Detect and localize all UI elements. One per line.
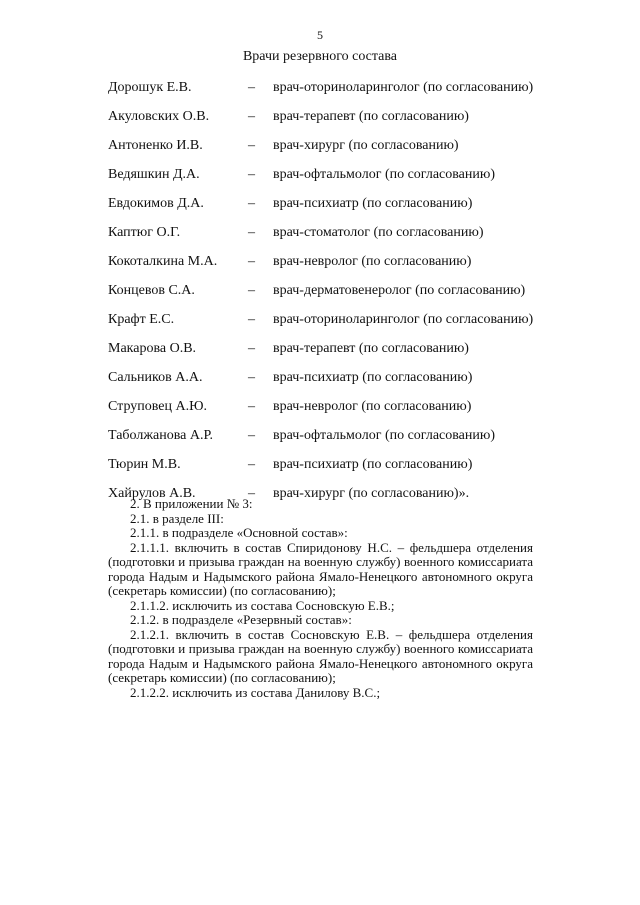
separator-dash: – <box>248 167 255 182</box>
separator-dash: – <box>248 486 255 501</box>
doctor-name: Концевов С.А. <box>108 283 195 298</box>
doctor-role: врач-хирург (по согласованию) <box>273 138 459 153</box>
list-item <box>0 109 640 129</box>
doctor-name: Крафт Е.С. <box>108 312 175 327</box>
amendments-text <box>108 497 533 700</box>
paragraph-2-1-2: 2.1.2. в подразделе «Резервный состав»: <box>130 612 352 627</box>
paragraph-2-1-1-2: 2.1.1.2. исключить из состава Сосновскую Е.В.; <box>130 597 395 613</box>
doctor-name: Евдокимов Д.А. <box>108 196 204 211</box>
paragraph-2: 2. В приложении № 3: <box>130 496 253 511</box>
page-title: Врачи резервного состава <box>242 49 398 64</box>
separator-dash: – <box>248 80 255 95</box>
doctor-role: врач-психиатр (по согласованию) <box>273 370 473 385</box>
doctor-name: Хайрулов А.В. <box>108 486 196 501</box>
doctor-role: врач-дерматовенеролог (по согласованию) <box>273 283 526 298</box>
paragraph-2-1-2-2: 2.1.2.2. исключить из состава Данилову В.С.; <box>130 684 381 700</box>
doctor-role: врач-терапевт (по согласованию) <box>273 109 469 124</box>
separator-dash: – <box>248 225 255 240</box>
separator-dash: – <box>248 283 255 298</box>
paragraph-2-1: 2.1. в разделе III: <box>130 510 224 526</box>
list-item <box>0 312 640 332</box>
list-item <box>0 283 640 303</box>
separator-dash: – <box>248 109 255 124</box>
separator-dash: – <box>248 312 255 327</box>
list-item <box>0 225 640 245</box>
doctor-name: Ведяшкин Д.А. <box>108 167 200 182</box>
doctor-role: врач-терапевт (по согласованию) <box>273 341 469 356</box>
doctor-role: врач-невролог (по согласованию) <box>273 399 472 414</box>
separator-dash: – <box>248 196 255 211</box>
separator-dash: – <box>248 399 255 414</box>
doctor-name: Макарова О.В. <box>108 341 197 356</box>
paragraph-2-1-1: 2.1.1. в подразделе «Основной состав»: <box>130 525 348 540</box>
list-item <box>0 457 640 477</box>
doctor-name: Сальников А.А. <box>108 370 203 385</box>
separator-dash: – <box>248 341 255 356</box>
doctor-role: врач-стоматолог (по согласованию) <box>273 225 484 240</box>
separator-dash: – <box>248 370 255 385</box>
doctor-name: Тюрин М.В. <box>108 457 181 472</box>
list-item <box>0 138 640 158</box>
list-item <box>0 80 640 100</box>
doctor-role: врач-офтальмолог (по согласованию) <box>273 428 495 443</box>
doctor-role: врач-психиатр (по согласованию) <box>273 196 473 211</box>
doctor-role: врач-психиатр (по согласованию) <box>273 457 473 472</box>
list-item <box>0 341 640 361</box>
list-item <box>0 254 640 274</box>
doctor-role: врач-хирург (по согласованию)». <box>273 486 470 501</box>
doctor-role: врач-оториноларинголог (по согласованию) <box>273 80 534 95</box>
page-number: 5 <box>317 28 323 42</box>
separator-dash: – <box>248 138 255 153</box>
list-item <box>0 167 640 187</box>
doctor-name: Каптюг О.Г. <box>108 225 181 240</box>
doctor-name: Таболжанова А.Р. <box>108 428 214 443</box>
separator-dash: – <box>248 428 255 443</box>
list-item <box>0 370 640 390</box>
doctor-name: Дорошук Е.В. <box>108 80 192 95</box>
doctor-role: врач-оториноларинголог (по согласованию) <box>273 312 534 327</box>
paragraph-2-1-2-1: 2.1.2.1. включить в состав Сосновскую Е.В. – фельдшера отделения (подготовки и призыва граждан на военную службу) военного комиссариата города Надым и Надымского района Ямало-Ненецкого автономного округа (секретарь комиссии) (по согласованию); <box>108 626 533 685</box>
doctor-name: Акуловских О.В. <box>108 109 210 124</box>
list-item <box>0 428 640 448</box>
doctor-role: врач-невролог (по согласованию) <box>273 254 472 269</box>
separator-dash: – <box>248 254 255 269</box>
doctor-name: Кокоталкина М.А. <box>108 254 218 269</box>
doctor-name: Струповец А.Ю. <box>108 399 207 414</box>
doctor-role: врач-офтальмолог (по согласованию) <box>273 167 495 182</box>
doctor-name: Антоненко И.В. <box>108 138 203 153</box>
list-item <box>0 196 640 216</box>
list-item <box>0 399 640 419</box>
paragraph-2-1-1-1: 2.1.1.1. включить в состав Спиридонову Н.С. – фельдшера отделения (подготовки и призыва граждан на военную службу) военного комиссариата города Надым и Надымского района Ямало-Ненецкого автономного округа (секретарь комиссии) (по согласованию); <box>108 539 533 598</box>
separator-dash: – <box>248 457 255 472</box>
